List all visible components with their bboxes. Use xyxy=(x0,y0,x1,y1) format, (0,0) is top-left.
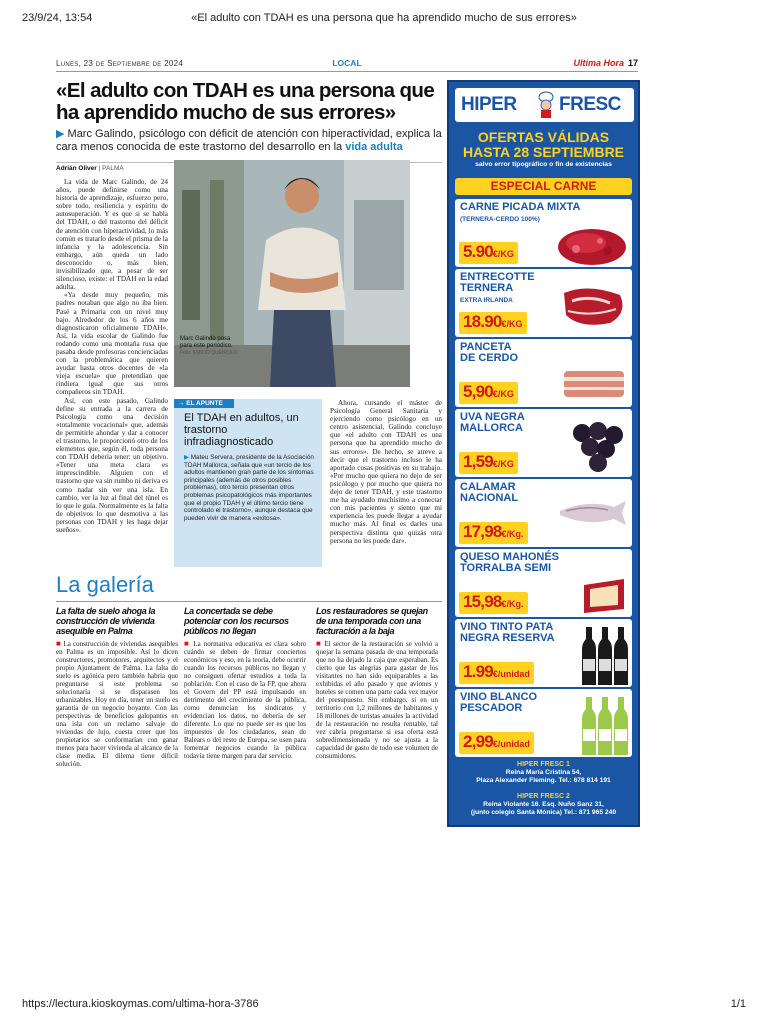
product-card-queso xyxy=(455,549,632,617)
galeria-item-body xyxy=(316,640,438,760)
galeria-item xyxy=(56,606,178,768)
galeria-item-text: La normativa educativa es clara sobre cuándo se deben de firmar conciertos económicos y eso, en la teoría, debe ocurrir cuando los recursos públicos no llegan y no consiguen ofertar estudios a toda la población. Con el caso de la FP, que ahora el Govern del PP está impulsando en detrimento del crecimiento de la pública, como denuncian los sindicatos y evidencian los datos, no debería de ser diferente. Lo que no puede ser es que los impuestos de los ciudadanos, sean de Balears o del resto de Europa, se usen para fomentar negocios cuando la pública todavía tiene margen para dar servicio. xyxy=(184,640,306,760)
price-value: 5.90 xyxy=(463,242,493,261)
product-name xyxy=(460,342,518,364)
product-name xyxy=(460,482,518,504)
product-card-carne-picada xyxy=(455,199,632,267)
price-value: 18.90 xyxy=(463,312,502,331)
store-info xyxy=(449,793,638,816)
product-price xyxy=(459,452,518,474)
paragraph: La vida de Marc Galindo, de 24 años, puede definirse como una historia de aprendizaje, esfuerzo pero, sobre todo, resiliencia y espíritu de autosuperación. Y es que si se habla del TDAH, o del trastorno del déficit de atención con hiperactividad, lo más común es tratarlo desde el prisma de la infancia y la adolescencia. Sin embargo, aún queda un lado desconocido o, más bien, invisibilizado que, a pesar de ser silencioso, existe: el TDAH en la edad adulta. xyxy=(56,178,168,292)
offer-line-2: HASTA 28 SEPTIEMBRE xyxy=(462,144,625,160)
product-card-vino-blanco xyxy=(455,689,632,757)
product-card-entrecotte xyxy=(455,269,632,337)
galeria-item xyxy=(184,606,306,760)
name-line-1: ENTRECOTTE xyxy=(460,271,535,283)
name-line-2: TORRALBA SEMI xyxy=(460,562,552,574)
product-price xyxy=(459,522,528,544)
price-value: 5,90 xyxy=(463,382,493,401)
name-line-2: MALLORCA xyxy=(460,422,523,434)
paragraph: «Ya desde muy pequeño, mis padres notaban que algo no iba bien. Pasé a Primaria con un nivel muy bajo. Alrededor de los 6 años me diagnosticaron oficialmente TDAH». Así, la vida escolar de Galindo fue rodando como una montaña rusa que pasaba desde profesoras concienciadas con la problemática que quieren ayudar hasta otros docentes de «la vieja escuela» que pretendían que rindiera igual que sus otros compañeros sin TDAH. xyxy=(56,291,168,397)
chef-icon xyxy=(537,91,555,119)
store-phone: Plaza Alexander Fleming. Tel.: 678 814 191 xyxy=(476,776,611,784)
product-price xyxy=(459,662,534,684)
store-name: HIPER FRESC 2 xyxy=(517,793,570,800)
print-url: https://lectura.kioskoymas.com/ultima-hora-3786 xyxy=(22,998,259,1010)
ad-especial-banner: ESPECIAL CARNE xyxy=(455,178,632,195)
apunte-tag: → EL APUNTE xyxy=(174,399,234,408)
subhead-text: Marc Galindo, psicólogo con déficit de atención con hiperactividad, explica la cara menos conocida de este trastorno del desarrollo en la xyxy=(56,128,442,153)
red-wine-bottles-icon xyxy=(578,623,630,687)
paragraph: Así, con este pasado, Galindo define su entrada a la carrera de Psicología como una decisión «totalmente vocacional» que, además de permitirle ahondar y dar a conocer el trastorno, le proporcionó otro de los elementos que, según él, toda persona con TDAH debería tener: un objetivo. «Tener una meta clara es imprescindible. Alguien con el trastorno que va sin rumbo ni deriva es como nadar sin ver una isla. En cambio, ver la luz al final del túnel es lo que le guía. Normalmente es la falta de objetivos lo que desmotiva a las personas con TDAH y les haga dejar sueños». xyxy=(56,396,168,535)
apunte-body xyxy=(174,450,322,522)
price-value: 17,98 xyxy=(463,522,502,541)
apunte-text: Mateu Servera, presidente de la Asociación TDAH Mallorca, señala que «un tercio de los adultos mantienen gran parte de los síntomas principales (además de otros posibles problemas), otro tercio presentan otros problemas psicopatológicos más importantes que el propio TDAH y el último tercio tiene controlado el trastorno», aunque destaca que pueden vivir de manera «exitosa». xyxy=(184,454,314,522)
product-sub: (TERNERA-CERDO 100%) xyxy=(460,216,540,223)
newspaper-date: Lunes, 23 de Septiembre de 2024 xyxy=(56,59,184,68)
store-address: Reina Violante 16. Esq. Nuño Sanz 31, xyxy=(483,800,604,808)
store-phone: (junto colegio Santa Mónica) Tel.: 871 965 240 xyxy=(470,808,617,816)
print-footer xyxy=(22,998,746,1014)
newspaper-header xyxy=(56,58,638,72)
square-icon: ■ xyxy=(316,639,322,648)
section-label: LOCAL xyxy=(332,58,362,68)
bacon-icon xyxy=(560,363,628,403)
product-price xyxy=(459,732,534,754)
name-line-2: TERNERA xyxy=(460,282,514,294)
hiper-fresc-ad xyxy=(447,80,640,827)
galeria-item-title: La concertada se debe potenciar con los recursos públicos no llegan xyxy=(184,606,289,636)
square-icon: ■ xyxy=(184,639,191,648)
grapes-icon xyxy=(562,417,628,475)
price-unit: €/KG xyxy=(501,319,523,329)
ad-logo xyxy=(455,88,634,122)
newspaper-brand: Ultima Hora xyxy=(573,58,624,68)
article-headline: «El adulto con TDAH es una persona que ha aprendido mucho de sus errores» xyxy=(56,79,435,124)
product-price xyxy=(459,592,528,614)
caption-title: Marc Galindo posa para este periódico. xyxy=(180,336,233,349)
byline-location: | PALMA xyxy=(98,165,124,172)
offer-line-1: OFERTAS VÁLIDAS xyxy=(477,129,610,145)
price-value: 15,98 xyxy=(463,592,502,611)
name-line-1: VINO TINTO PATA xyxy=(460,621,554,633)
product-card-calamar xyxy=(455,479,632,547)
store-address: Reina María Cristina 54, xyxy=(505,768,582,776)
cheese-icon xyxy=(580,575,628,617)
subhead-highlight: vida adulta xyxy=(345,141,403,153)
product-price xyxy=(459,382,518,404)
product-sub: EXTRA IRLANDA xyxy=(460,297,513,304)
price-unit: €/unidad xyxy=(492,669,530,679)
logo-right-text: FRESC xyxy=(559,94,621,115)
product-name xyxy=(460,272,535,294)
price-unit: €/KG xyxy=(492,389,514,399)
price-unit: €/unidad xyxy=(492,739,530,749)
price-unit: €/Kg. xyxy=(501,529,524,539)
ad-note: salvo error tipográfico o fin de existencias xyxy=(475,161,612,168)
product-name xyxy=(460,552,559,574)
price-value: 1.99 xyxy=(463,662,493,681)
square-icon: ■ xyxy=(56,639,62,648)
name-line-2: PESCADOR xyxy=(460,702,523,714)
squid-icon xyxy=(558,493,628,533)
galeria-item-title: La falta de suelo ahoga la construcción de vivienda asequible en Palma xyxy=(56,606,156,636)
name-line-1: CALAMAR xyxy=(460,481,516,493)
product-card-panceta xyxy=(455,339,632,407)
price-unit: €/Kg. xyxy=(501,599,524,609)
store-name: HIPER FRESC 1 xyxy=(517,761,570,768)
article-column-3 xyxy=(330,399,442,545)
article-subhead xyxy=(56,128,442,154)
galeria-item-text: La construcción de viviendas asequibles en Palma es un imposible. Así lo dicen constructores, promotores, arquitectos y el propio Ajuntament de Palma. La falta de suelo es agónica pero también habría que preguntarse si este problema se solucionaría si se disparasen los urbanizables. Hoy en día, tener un suelo es garantía de un negocio boyante. Con las perspectivas de beneficios galopantes en una isla con un reclamo salvaje de viviendas de lujo, cuesta creer que los propietarios se conformarían con ganar menos para hacer vivienda al alcance de la clase media. El dilema tiene difícil solución. xyxy=(56,640,178,768)
print-header xyxy=(22,12,746,28)
apunte-box xyxy=(174,399,322,567)
logo-left-text: HIPER xyxy=(461,94,517,115)
galeria-item-body xyxy=(184,640,306,760)
price-unit: €/KG xyxy=(492,249,514,259)
price-value: 1,59 xyxy=(463,452,493,471)
price-unit: €/KG xyxy=(492,459,514,469)
name-line-1: PANCETA xyxy=(460,341,512,353)
galeria-item xyxy=(316,606,438,760)
print-page: 1/1 xyxy=(730,998,746,1010)
galeria-heading: La galería xyxy=(56,572,154,597)
author-name: Adrián Oliver xyxy=(56,165,97,172)
name-line-2: NEGRA RESERVA xyxy=(460,632,555,644)
galeria-divider xyxy=(56,601,442,602)
product-name xyxy=(460,692,537,714)
ad-offer xyxy=(449,130,638,160)
name-line-2: NACIONAL xyxy=(460,492,519,504)
photo-caption xyxy=(180,336,240,357)
product-price xyxy=(459,312,527,334)
product-name xyxy=(460,622,555,644)
name-line-1: VINO BLANCO xyxy=(460,691,537,703)
name-line-1: QUESO MAHONÉS xyxy=(460,551,560,563)
minced-meat-icon xyxy=(556,223,628,267)
print-datetime: 23/9/24, 13:54 xyxy=(22,12,93,24)
apunte-title: El TDAH en adultos, un trastorno infradiagnosticado xyxy=(184,412,299,448)
galeria-item-text: El sector de la restauración se volvió a quejar la semana pasada de una temporada que no ha dejado la caja que esperaban. Es cierto que las alegrías para gastar de los visitantes no han sido equiparables a las exhibidas el año pasado y que aviones y hoteles se comen una parte cada vez mayor del presupuesto. Sin embargo, si en un territorio con 1,2 millones de habitantes y 18 millones de turistas anuales la actividad de la restauración no resulta rentable, tal vez cabría preguntarse si esa oferta está sobredimensionada y no se ajusta a la capacidad de gasto de todo ese volumen de consumidores. xyxy=(316,640,438,760)
caption-credit: Foto: EMILIO QUEIROLO xyxy=(180,350,238,356)
product-name: CARNE PICADA MIXTA xyxy=(460,201,581,213)
newspaper-page-number: 17 xyxy=(627,58,638,68)
article-column-1 xyxy=(56,178,168,534)
product-card-uva xyxy=(455,409,632,477)
steak-icon xyxy=(558,283,628,327)
triangle-icon: ▶ xyxy=(184,454,189,461)
triangle-icon: ▶ xyxy=(56,128,65,140)
store-info xyxy=(449,761,638,784)
price-value: 2,99 xyxy=(463,732,493,751)
print-title: «El adulto con TDAH es una persona que ha aprendido mucho de sus errores» xyxy=(191,12,577,24)
white-wine-bottles-icon xyxy=(578,693,630,757)
galeria-item-title: Los restauradores se quejan de una temporada con una facturación a la baja xyxy=(316,606,428,636)
galeria-item-body xyxy=(56,640,178,768)
product-name xyxy=(460,412,525,434)
product-card-vino-tinto xyxy=(455,619,632,687)
paragraph: Ahora, cursando el máster de Psicología General Sanitaria y ejerciendo como psicólogo en un centro asistencial, Galindo concluye que «el adulto con TDAH es una persona que ha aprendido mucho de sus errores». De hecho, se atreve a decir que el trastorno incluso le ha aportado cosas positivas en su trabajo. «Por mucho que quiera no dejo de ser psicólogo y por mucho que quiera no dejo de tener TDAH, y este trastorno me ha ayudado muchísimo a conectar con mis pacientes y siento que mi experiencia les puede llegar a ayudar mucho más. Al final es darles una perspectiva distinta que quizás otra persona no les puede dar». xyxy=(330,399,442,545)
product-price xyxy=(459,242,518,264)
name-line-1: UVA NEGRA xyxy=(460,411,525,423)
name-line-2: DE CERDO xyxy=(460,352,519,364)
